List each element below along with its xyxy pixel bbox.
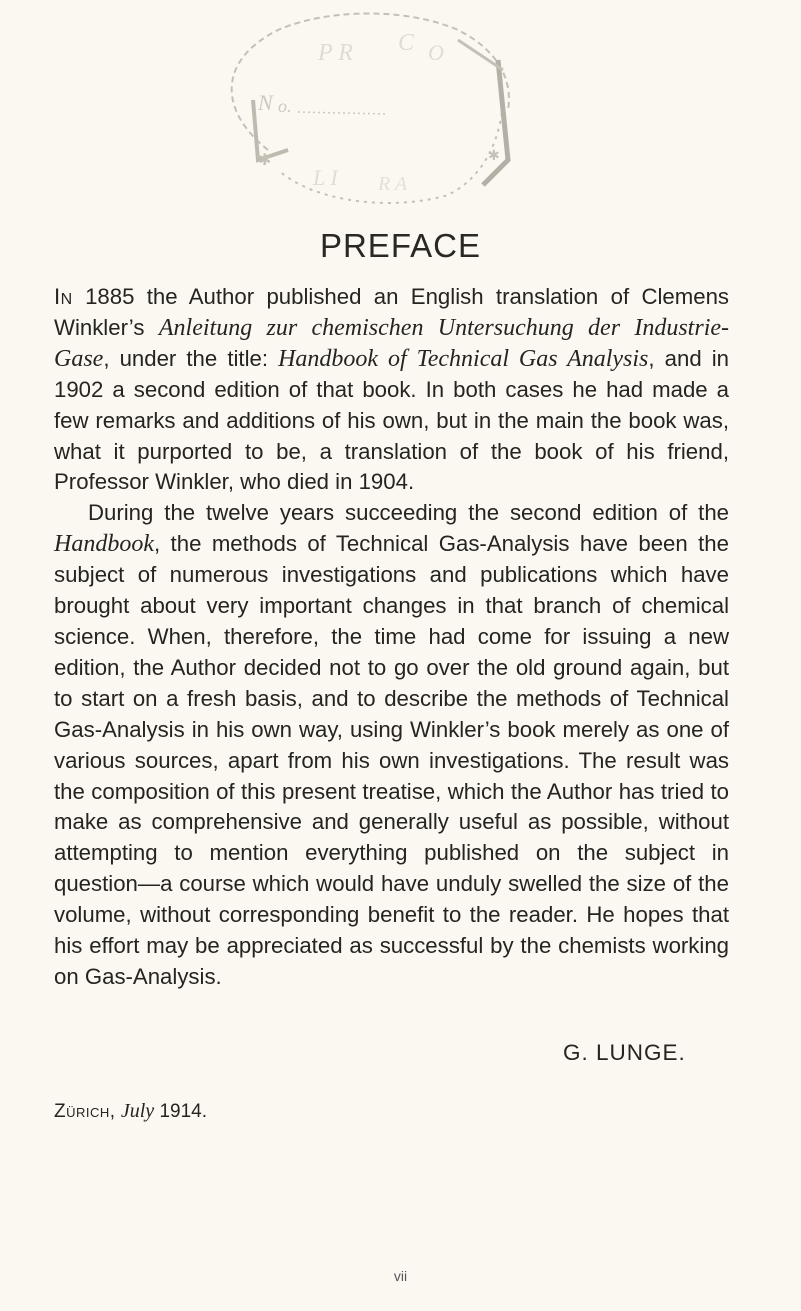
author-signature: G. LUNGE. bbox=[563, 1040, 686, 1065]
svg-text:P R: P R bbox=[318, 40, 353, 66]
paragraph-1 bbox=[54, 282, 729, 498]
dateline-place: Zürich, bbox=[54, 1101, 116, 1122]
paragraph-text: , the methods of Technical Gas-Analysis have been the subject of numerous investigations and publications which have brought about very important changes in that branch of chemical science. When, therefore, the time had come for issuing a new edition, the Author decided not to go over the old ground again, but to start on a fresh basis, and to describe the methods of Technical Gas-Analysis in his own way, using Winkler’s book merely as one of various sources, apart from his own investigations. The result was the composition of this present treatise, which the Author has tried to make as comprehensive and generally useful as possible, without attempting to mention everything published on the subject in question—a course which would have unduly swelled the size of the volume, without corresponding benefit to the reader. He hopes that his effort may be appreciated as successful by the chemists working on Gas-Analysis. bbox=[54, 531, 729, 989]
book-title-english: Handbook of Technical Gas Analysis bbox=[278, 345, 649, 372]
library-stamp-icon bbox=[198, 0, 528, 210]
svg-text:✱: ✱ bbox=[258, 152, 272, 169]
preface-body bbox=[54, 282, 729, 993]
svg-text:N: N bbox=[258, 90, 273, 115]
paragraph-text: 1885 the Author published an English translation of Clemens Winkler’s bbox=[54, 284, 729, 340]
book-title-short: Handbook bbox=[54, 531, 154, 558]
svg-text:C: C bbox=[398, 30, 415, 56]
svg-text:✱: ✱ bbox=[488, 147, 500, 163]
svg-text:O: O bbox=[428, 40, 444, 65]
page-title: PREFACE bbox=[319, 227, 482, 264]
svg-text:o.: o. bbox=[278, 96, 292, 116]
paragraph-lead: In bbox=[54, 284, 73, 309]
svg-text:L I: L I bbox=[313, 165, 338, 190]
paragraph-text: During the twelve years succeeding the second edition of the bbox=[88, 500, 729, 526]
paragraph-text: , and in 1902 a second edition of that book. In both cases he had made a few remarks and additions of his own, but in the main the book was, what it purported to be, a translation of the book of his friend, Professor Winkler, who died in 1904. bbox=[54, 345, 730, 495]
paragraph-2 bbox=[54, 498, 729, 993]
dateline-year: 1914. bbox=[159, 1101, 207, 1122]
svg-text:R A: R A bbox=[378, 173, 408, 195]
dateline-month: July bbox=[120, 1100, 155, 1122]
paragraph-text: , under the title: bbox=[103, 345, 279, 371]
book-title-german: Anleitung zur chemischen Untersuchung der Industrie-Gase bbox=[54, 314, 730, 372]
page-number: vii bbox=[393, 1268, 408, 1284]
dateline bbox=[54, 1100, 207, 1123]
